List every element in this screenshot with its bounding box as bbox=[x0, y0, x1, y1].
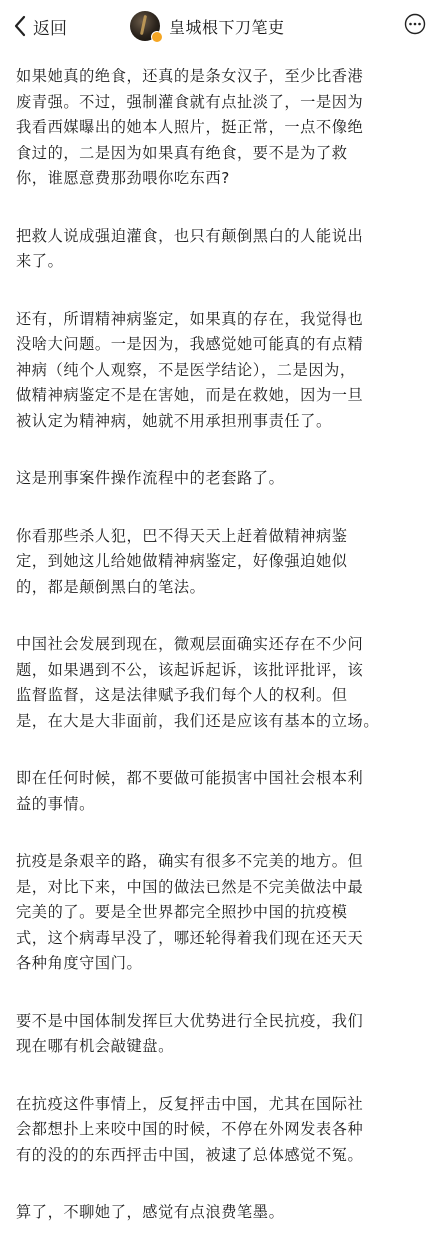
article-paragraph bbox=[16, 224, 426, 275]
paragraph-line: 会都想扑上来咬中国的时候，不停在外网发表各种 bbox=[16, 1120, 364, 1138]
paragraph-line: 式，这个病毒早没了，哪还轮得着我们现在还天天 bbox=[16, 928, 364, 947]
article-paragraph bbox=[16, 1009, 426, 1060]
article-paragraph bbox=[16, 307, 426, 435]
paragraph-line: 没啥大问题。一是因为，我感觉她可能真的有点精 bbox=[16, 335, 364, 353]
paragraph-line: 即在任何时候，都不要做可能损害中国社会根本利 bbox=[16, 769, 364, 787]
article-paragraph bbox=[16, 64, 426, 192]
article-paragraph bbox=[16, 849, 426, 977]
paragraph-line: 你看那些杀人犯，巴不得天天上赶着做精神病鉴 bbox=[16, 526, 348, 545]
article-paragraph bbox=[16, 1200, 426, 1226]
article-paragraph bbox=[16, 466, 426, 492]
back-button[interactable] bbox=[8, 10, 67, 42]
paragraph-line: 现在哪有机会敲键盘。 bbox=[16, 1037, 174, 1055]
article-paragraph bbox=[16, 766, 426, 817]
paragraph-line: 我看西媒曝出的她本人照片，挺正常，一点不像绝 bbox=[16, 118, 364, 136]
paragraph-line: 还有，所谓精神病鉴定，如果真的存在，我觉得也 bbox=[16, 309, 364, 328]
paragraph-line: 各种角度守国门。 bbox=[16, 954, 143, 972]
author-name[interactable]: 皇城根下刀笔吏 bbox=[169, 17, 285, 37]
paragraph-line: 如果她真的绝食，还真的是条女汉子，至少比香港 bbox=[16, 67, 364, 85]
avatar[interactable] bbox=[130, 11, 160, 41]
paragraph-line: 在抗疫这件事情上，反复抨击中国，尤其在国际社 bbox=[16, 1094, 364, 1113]
paragraph-line: 把救人说成强迫灌食，也只有颠倒黑白的人能说出 bbox=[16, 226, 364, 245]
article-paragraph bbox=[16, 524, 426, 601]
paragraph-line: 有的没的的东西抨击中国，被逮了总体感觉不冤。 bbox=[16, 1145, 364, 1164]
paragraph-line: 被认定为精神病，她就不用承担刑事责任了。 bbox=[16, 411, 332, 430]
paragraph-line: 要不是中国体制发挥巨大优势进行全民抗疫，我们 bbox=[16, 1011, 364, 1030]
paragraph-line: 定，到她这儿给她做精神病鉴定，好像强迫她似 bbox=[16, 552, 348, 570]
paragraph-line: 废青强。不过，强制灌食就有点扯淡了，一是因为 bbox=[16, 92, 364, 111]
top-nav-bar bbox=[0, 0, 439, 52]
paragraph-line: 神病（纯个人观察，不是医学结论），二是因为， bbox=[16, 360, 356, 379]
verified-badge-icon bbox=[151, 31, 163, 43]
paragraph-line: 监督监督，这是法律赋予我们每个人的权利。但 bbox=[16, 686, 348, 704]
paragraph-line: 是，在大是大非面前，我们还是应该有基本的立场。 bbox=[16, 711, 380, 730]
paragraph-line: 算了，不聊她了，感觉有点浪费笔墨。 bbox=[16, 1203, 285, 1221]
paragraph-line: 的，都是颠倒黑白的笔法。 bbox=[16, 577, 206, 596]
paragraph-line: 做精神病鉴定不是在害她，而是在救她，因为一旦 bbox=[16, 386, 364, 404]
article-paragraph bbox=[16, 1092, 426, 1169]
article-body bbox=[16, 64, 426, 1258]
paragraph-line: 完美的了。要是全世界都完全照抄中国的抗疫模 bbox=[16, 903, 348, 921]
more-icon bbox=[404, 13, 426, 39]
paragraph-line: 来了。 bbox=[16, 252, 64, 270]
paragraph-line: 中国社会发展到现在，微观层面确实还存在不少问 bbox=[16, 635, 364, 653]
paragraph-line: 你，谁愿意费那劲喂你吃东西? bbox=[16, 169, 230, 187]
more-button[interactable] bbox=[401, 12, 429, 40]
chevron-left-icon bbox=[8, 14, 32, 38]
paragraph-line: 是，对比下来，中国的做法已然是不完美做法中最 bbox=[16, 877, 364, 896]
article-paragraph bbox=[16, 632, 426, 734]
author-info[interactable] bbox=[130, 9, 285, 43]
paragraph-line: 题，如果遇到不公，该起诉起诉，该批评批评，该 bbox=[16, 660, 364, 679]
paragraph-line: 这是刑事案件操作流程中的老套路了。 bbox=[16, 469, 285, 487]
paragraph-line: 食过的，二是因为如果真有绝食，要不是为了救 bbox=[16, 143, 348, 162]
paragraph-line: 抗疫是条艰辛的路，确实有很多不完美的地方。但 bbox=[16, 852, 364, 870]
paragraph-line: 益的事情。 bbox=[16, 794, 95, 813]
back-label: 返回 bbox=[33, 18, 67, 39]
